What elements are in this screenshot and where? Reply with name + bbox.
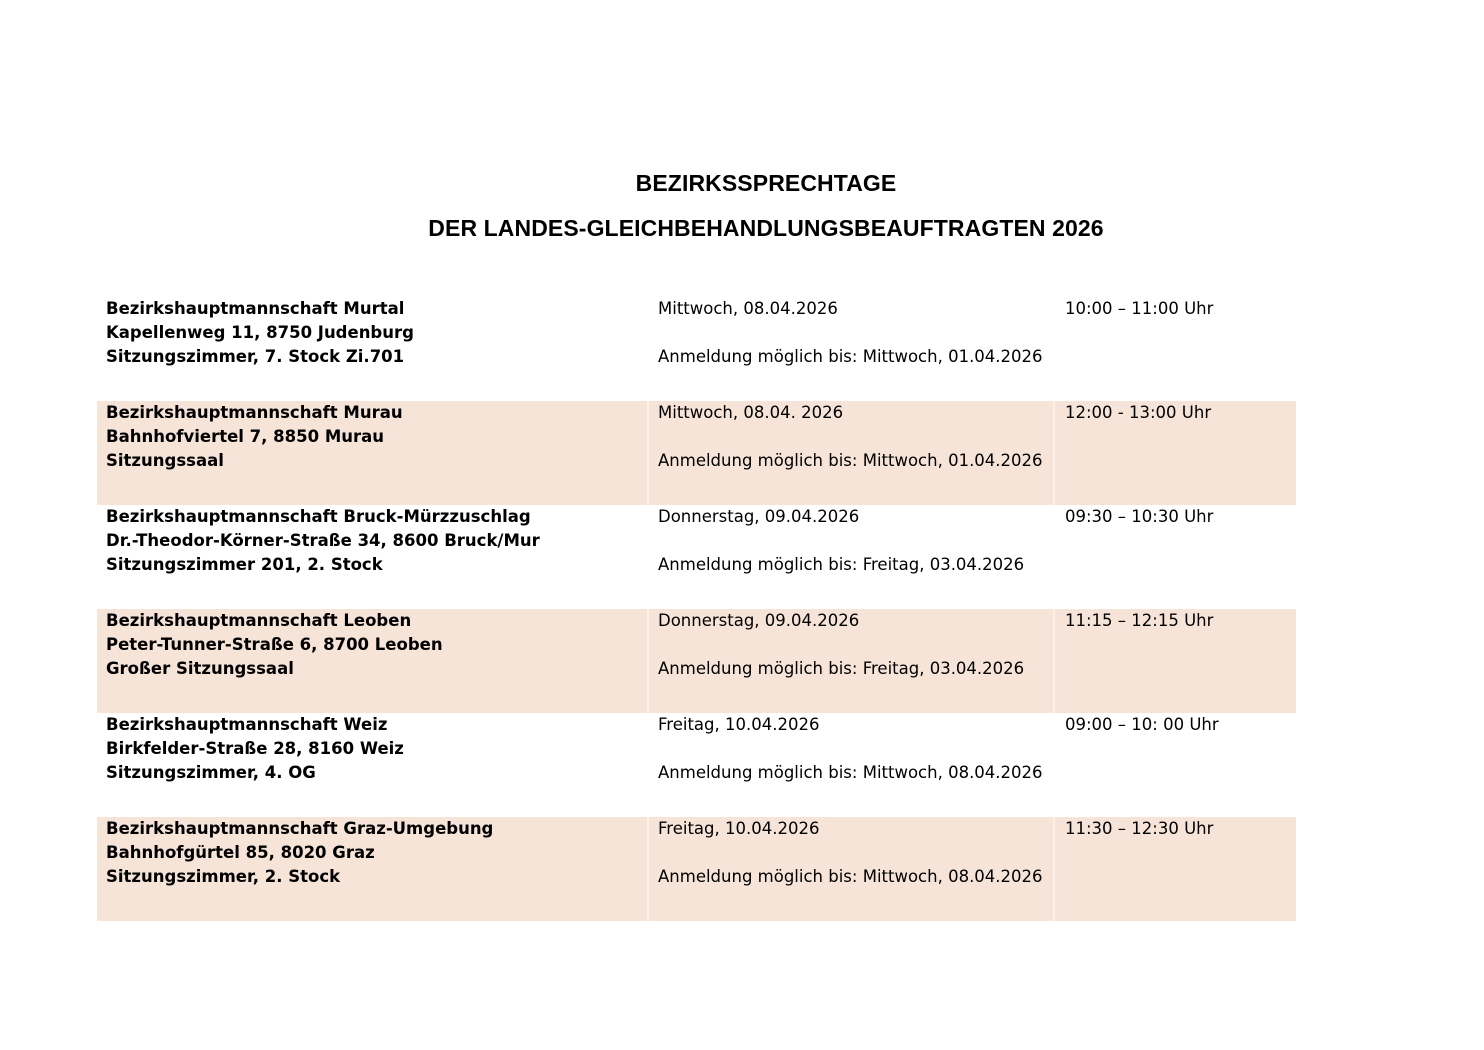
office-name: Bezirkshauptmannschaft Weiz — [106, 715, 388, 734]
consultation-date: Mittwoch, 08.04.2026 — [658, 299, 838, 318]
office-room: Sitzungszimmer, 4. OG — [106, 763, 316, 782]
office-name: Bezirkshauptmannschaft Murau — [106, 403, 403, 422]
location-cell — [106, 609, 443, 681]
consultation-time: 09:00 – 10: 00 Uhr — [1065, 715, 1219, 734]
office-room: Sitzungszimmer 201, 2. Stock — [106, 555, 383, 574]
table-row — [97, 297, 1296, 401]
office-address: Birkfelder-Straße 28, 8160 Weiz — [106, 739, 404, 758]
schedule-table — [97, 297, 1296, 921]
table-row — [97, 505, 1296, 609]
document-title: BEZIRKSSPRECHTAGE — [635, 170, 897, 196]
office-address: Kapellenweg 11, 8750 Judenburg — [106, 323, 414, 342]
date-cell — [658, 609, 1024, 681]
location-cell — [106, 713, 404, 785]
office-name: Bezirkshauptmannschaft Graz-Umgebung — [106, 819, 494, 838]
table-row — [97, 817, 1296, 921]
consultation-time: 10:00 – 11:00 Uhr — [1065, 299, 1214, 318]
table-row — [97, 401, 1296, 505]
time-cell — [1065, 713, 1219, 737]
time-cell — [1065, 505, 1213, 529]
location-cell — [106, 817, 493, 889]
consultation-date: Donnerstag, 09.04.2026 — [658, 507, 860, 526]
consultation-time: 11:30 – 12:30 Uhr — [1065, 819, 1214, 838]
time-cell — [1065, 401, 1211, 425]
office-room: Großer Sitzungssaal — [106, 659, 294, 678]
location-cell — [106, 505, 540, 577]
document-subtitle: DER LANDES-GLEICHBEHANDLUNGSBEAUFTRAGTEN 2026 — [428, 215, 1104, 241]
consultation-date: Mittwoch, 08.04. 2026 — [658, 403, 844, 422]
location-cell — [106, 297, 414, 369]
office-room: Sitzungszimmer, 7. Stock Zi.701 — [106, 347, 405, 366]
consultation-date: Freitag, 10.04.2026 — [658, 715, 820, 734]
office-name: Bezirkshauptmannschaft Leoben — [106, 611, 412, 630]
office-name: Bezirkshauptmannschaft Bruck-Mürzzuschlag — [106, 507, 531, 526]
office-name: Bezirkshauptmannschaft Murtal — [106, 299, 405, 318]
location-cell — [106, 401, 403, 473]
consultation-time: 09:30 – 10:30 Uhr — [1065, 507, 1214, 526]
table-row — [97, 609, 1296, 713]
date-cell — [658, 401, 1043, 473]
time-cell — [1065, 817, 1213, 841]
consultation-time: 11:15 – 12:15 Uhr — [1065, 611, 1214, 630]
table-row — [97, 713, 1296, 817]
consultation-time: 12:00 - 13:00 Uhr — [1065, 403, 1212, 422]
registration-deadline: Anmeldung möglich bis: Freitag, 03.04.2026 — [658, 659, 1025, 678]
consultation-date: Freitag, 10.04.2026 — [658, 819, 820, 838]
date-cell — [658, 297, 1043, 369]
time-cell — [1065, 609, 1213, 633]
registration-deadline: Anmeldung möglich bis: Mittwoch, 01.04.2026 — [658, 451, 1043, 470]
date-cell — [658, 505, 1024, 577]
registration-deadline: Anmeldung möglich bis: Freitag, 03.04.2026 — [658, 555, 1025, 574]
date-cell — [658, 817, 1043, 889]
office-room: Sitzungszimmer, 2. Stock — [106, 867, 341, 886]
registration-deadline: Anmeldung möglich bis: Mittwoch, 08.04.2026 — [658, 867, 1043, 886]
office-room: Sitzungssaal — [106, 451, 224, 470]
time-cell — [1065, 297, 1213, 321]
office-address: Dr.-Theodor-Körner-Straße 34, 8600 Bruck/Mur — [106, 531, 540, 550]
office-address: Bahnhofviertel 7, 8850 Murau — [106, 427, 385, 446]
office-address: Peter-Tunner-Straße 6, 8700 Leoben — [106, 635, 443, 654]
date-cell — [658, 713, 1043, 785]
office-address: Bahnhofgürtel 85, 8020 Graz — [106, 843, 375, 862]
registration-deadline: Anmeldung möglich bis: Mittwoch, 08.04.2026 — [658, 763, 1043, 782]
consultation-date: Donnerstag, 09.04.2026 — [658, 611, 860, 630]
registration-deadline: Anmeldung möglich bis: Mittwoch, 01.04.2026 — [658, 347, 1043, 366]
